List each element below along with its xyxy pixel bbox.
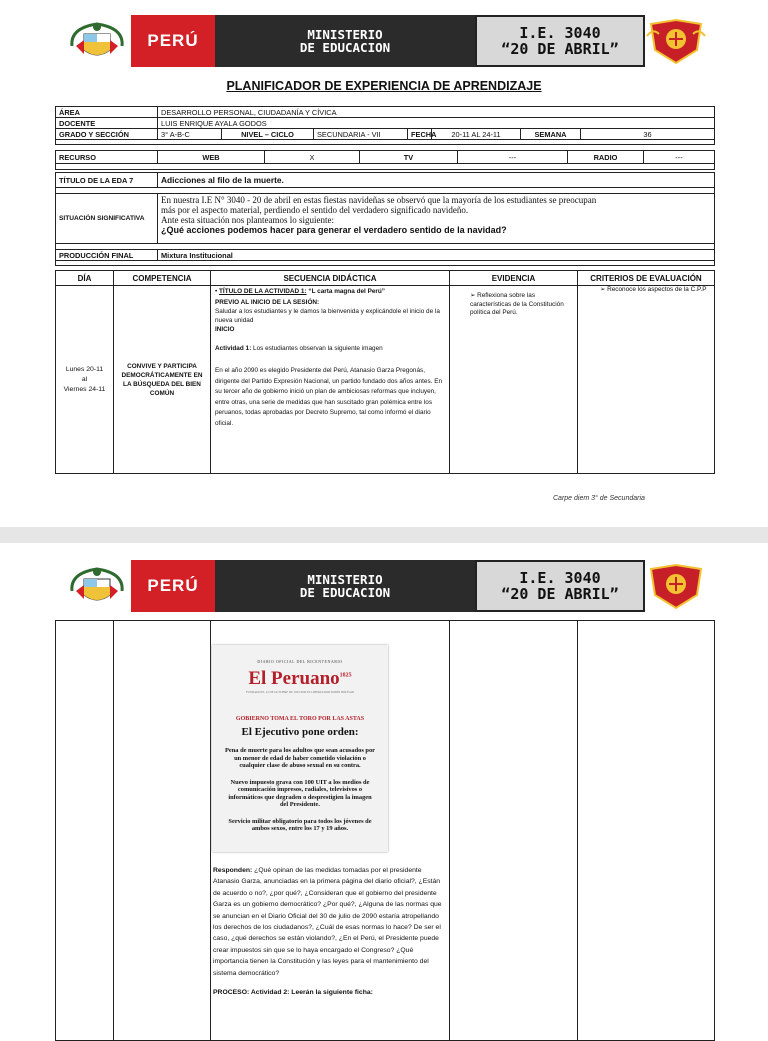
peru-label: PERÚ — [131, 560, 215, 612]
info-table — [55, 106, 715, 145]
seq-saludo: Saludar a los estudiantes y le damos la bienvenida y explicándole el inicio de la nueva unidad — [215, 308, 440, 324]
tv-label: TV — [360, 151, 458, 164]
peru-coat-of-arms-icon — [63, 15, 131, 67]
nivel-label: NIVEL – CICLO — [222, 129, 314, 140]
newspaper-paragraph-3: Servicio militar obligatorio para todos los jóvenes de ambos sexos, entre los 17 y 19 años. — [228, 817, 372, 832]
fecha-value: 20-11 AL 24-11 — [432, 129, 521, 140]
ministry-line-1: MINISTERIO — [307, 27, 383, 42]
dia-cell-continued — [56, 621, 114, 1041]
evidencia-text: Reflexiona sobre las características de la Constitución política del Perú. — [470, 292, 564, 316]
seq-titulo-value: “L carta magna del Perú” — [306, 288, 385, 295]
newspaper-title: El Peruano — [248, 668, 340, 689]
secuencia-cell — [211, 286, 450, 474]
titulo-eda-label: TÍTULO DE LA EDA 7 — [56, 173, 158, 188]
header-banner — [63, 15, 707, 67]
school-line-1: I.E. 3040 — [519, 569, 601, 587]
header-banner-2 — [63, 560, 707, 612]
newspaper-top-label: DIARIO OFICIAL DEL BICENTENARIO — [257, 659, 343, 664]
criterios-cell — [578, 286, 715, 474]
school-emblem-icon — [645, 15, 707, 67]
competencia-cell-continued — [114, 621, 211, 1041]
dia-line-1: Lunes 20-11 — [65, 365, 104, 373]
criterios-cell-continued — [578, 621, 715, 1041]
document-title: PLANIFICADOR DE EXPERIENCIA DE APRENDIZAJE — [226, 79, 542, 93]
situacion-label: SITUACIÓN SIGNIFICATIVA — [56, 194, 158, 244]
recurso-label: RECURSO — [56, 151, 158, 164]
newspaper-image — [212, 645, 388, 852]
area-value: DESARROLLO PERSONAL, CIUDADANÍA Y CÍVICA — [158, 107, 715, 118]
newspaper-paragraph-2: Nuevo impuesto grava con 100 UIT a los medios de comunicación impresos, radiales, televisivos o informáticos que degraden o desprestigien la imagen del Presidente. — [228, 778, 372, 808]
seq-act1-label: Actividad 1: — [215, 344, 252, 352]
recurso-table — [55, 150, 715, 170]
radio-value: --- — [644, 151, 715, 164]
dia-line-3: Viernes 24-11 — [63, 385, 106, 393]
situacion-line-2: más por el aspecto material, perdiendo el sentido del verdadero significado navideño. — [161, 205, 469, 215]
peru-label: PERÚ — [131, 15, 215, 67]
grado-value: 3° A-B-C — [158, 129, 222, 140]
ministry-line-2: DE EDUCACION — [299, 585, 391, 600]
tv-value: --- — [458, 151, 568, 164]
docente-label: DOCENTE — [56, 118, 158, 129]
ministry-line-1: MINISTERIO — [307, 572, 383, 587]
ministry-label — [215, 560, 475, 612]
responden-text: ¿Qué opinan de las medidas tomadas por el presidente Atanasio Garza, anunciadas en la primera página del diario oficial?, ¿Están de acuerdo o no?, ¿por qué?, ¿Consideran que el gobierno del presidente Garza es un gobierno democrático? ¿Por qué?, ¿Alguna de las normas que se anuncian en el Diario Oficial del 30 de julio de 2090 estaría atropellando los derechos de los ciudadanos?, ¿Cuál de esas normas lo hace? De ser el caso, ¿qué derechos se están violando?, ¿En el Perú, el Presidente puede crear impuestos sin que se lo haya encargado el Congreso? ¿Qué importancia tienen la Constitución y las leyes para el mantenimiento del sistema democrático? — [213, 867, 442, 977]
produccion-label: PRODUCCIÓN FINAL — [56, 250, 158, 261]
newspaper-subtitle: FUNDADO EL 22 DE OCTUBRE DE 1825 POR EL LIBERTADOR SIMÓN BOLÍVAR — [245, 690, 355, 694]
seq-titulo-bullet: • — [215, 288, 218, 295]
seq-previo: PREVIO AL INICIO DE LA SESIÓN: — [215, 298, 320, 306]
page-separator — [0, 527, 768, 543]
col-secuencia: SECUENCIA DIDÁCTICA — [211, 271, 450, 286]
radio-label: RADIO — [568, 151, 644, 164]
evidencia-cell — [450, 286, 578, 474]
school-emblem-icon — [645, 560, 707, 612]
school-label — [475, 15, 645, 67]
newspaper-paragraph-1: Pena de muerte para los adultos que sean acusados por un menor de edad de haber cometido violación o cualquier clase de abuso sexual en su contra. — [224, 747, 375, 769]
planning-table — [55, 270, 715, 474]
school-label — [475, 560, 645, 612]
area-label: ÁREA — [56, 107, 158, 118]
responden-label: Responden: — [213, 867, 253, 874]
criterio-bullet: ➢ — [600, 286, 606, 293]
newspaper-name — [212, 668, 388, 690]
ministry-label — [215, 15, 475, 67]
situacion-question: ¿Qué acciones podemos hacer para generar el verdadero sentido de la navidad? — [161, 225, 507, 235]
proceso-line: PROCESO: Actividad 2: Leerán la siguiente ficha: — [213, 989, 373, 997]
newspaper-since: 1825 — [339, 672, 352, 679]
situacion-value — [158, 194, 715, 244]
docente-value: LUIS ENRIQUE AYALA GODOS — [158, 118, 715, 129]
produccion-value: Mixtura Institucional — [158, 250, 715, 261]
school-line-2: “20 DE ABRIL” — [501, 40, 619, 58]
dia-cell — [56, 286, 114, 474]
fecha-label: FECHA — [408, 129, 432, 140]
eda-table — [55, 172, 715, 266]
peru-coat-of-arms-icon — [63, 560, 131, 612]
grado-label: GRADO Y SECCIÓN — [56, 129, 158, 140]
seq-act1: Los estudiantes observan la siguiente imagen — [251, 344, 383, 352]
school-line-1: I.E. 3040 — [519, 24, 601, 42]
col-criterios: CRITERIOS DE EVALUACIÓN — [578, 271, 715, 286]
titulo-eda-value: Adicciones al filo de la muerte. — [158, 173, 715, 188]
web-label: WEB — [158, 151, 265, 164]
web-value: X — [265, 151, 360, 164]
situacion-line-3: Ante esta situación nos planteamos lo siguiente: — [161, 215, 334, 225]
newspaper-headline: GOBIERNO TOMA EL TORO POR LAS ASTAS — [235, 716, 365, 722]
competencia-cell: CONVIVE Y PARTICIPA DEMOCRÁTICAMENTE EN LA BÚSQUEDA DEL BIEN COMÚN — [114, 286, 211, 474]
semana-value: 36 — [581, 129, 715, 140]
semana-label: SEMANA — [521, 129, 581, 140]
seq-inicio: INICIO — [215, 326, 235, 333]
col-dia: DÍA — [56, 271, 114, 286]
seq-titulo: TÍTULO DE LA ACTIVIDAD 1: — [219, 288, 307, 295]
col-competencia: COMPETENCIA — [114, 271, 211, 286]
newspaper-main-headline: El Ejecutivo pone orden: — [241, 726, 359, 738]
evidencia-bullet: ➢ — [470, 292, 476, 299]
dia-line-2: al — [81, 375, 88, 383]
responden-block — [213, 865, 445, 998]
footer-note: Carpe diem 3° de Secundaria — [553, 495, 645, 502]
situacion-line-1: En nuestra I.E N° 3040 - 20 de abril en estas fiestas navideñas se observó que la mayoría de los estudiantes se preocupan — [161, 195, 597, 205]
school-line-2: “20 DE ABRIL” — [501, 585, 619, 603]
evidencia-cell-continued — [450, 621, 578, 1041]
seq-parrafo: En el año 2090 es elegido Presidente del Perú, Atanasio Garza Pregonás, dirigente del Partido Expresión Nacional, un partido fundado dos años antes. En su tercer año de gobierno inició un plan de ambiciosas reformas que incluyen, entre otras, una serie de medidas que han suscitado gran polémica entre los peruanos, todas aprobadas por Decreto Supremo, tal como informó el diario oficial. — [215, 367, 443, 427]
nivel-value: SECUNDARIA - VII — [314, 129, 408, 140]
criterio-text: Reconoce los aspectos de la C.P.P — [607, 286, 707, 293]
ministry-line-2: DE EDUCACION — [299, 40, 391, 55]
col-evidencia: EVIDENCIA — [450, 271, 578, 286]
